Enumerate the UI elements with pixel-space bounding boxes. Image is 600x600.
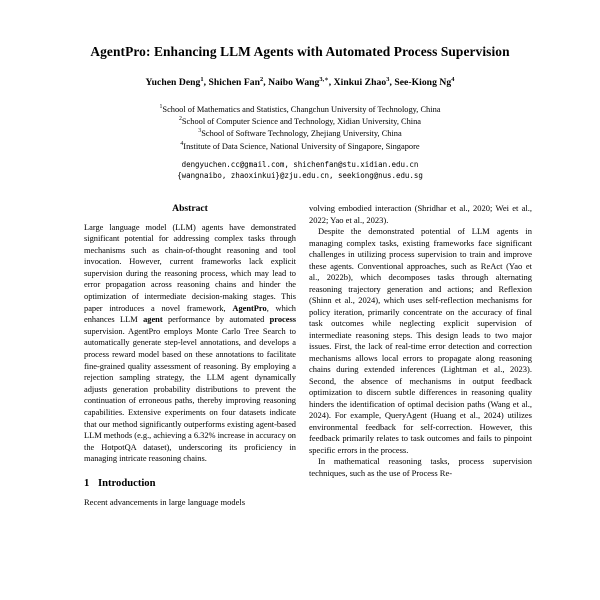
abstract-text: Large language model (LLM) agents have demonstrated significant potential for addressing complex tasks through mechanisms such as chain-of-thought reasoning and tool invocation. However, current frameworks lack explicit supervision during the reasoning process, which may lead to error propagation across reasoning chains and hinder the optimization of intermediate decision-making stages. This paper introduces a novel framework, AgentPro, which enhances LLM agent performance by automated process supervision. AgentPro employs Monte Carlo Tree Search to automatically generate step-level annotations, and develops a process reward model based on these annotations to facilitate fine-grained quality assessment of reasoning. By employing a rejection sampling strategy, the LLM agent dynamically adjusts generation probability distributions to prevent the continuation of erroneous paths, thereby improving reasoning capabilities. Extensive experiments on four datasets indicate that our method significantly outperforms existing agent-based LLM methods (e.g., achieving a 6.32% increase in accuracy on the HotpotQA dataset), underscoring its proficiency in managing intricate reasoning chains. bbox=[84, 222, 296, 464]
email-line: dengyuchen.cc@gmail.com, shichenfan@stu.xidian.edu.cn bbox=[181, 159, 419, 169]
affiliation-marker: 2 bbox=[178, 116, 182, 123]
introduction-first-paragraph: Recent advancements in large language models bbox=[84, 496, 246, 507]
body-paragraph: volving embodied interaction (Shridhar et al., 2020; Wei et al., 2022; Yao et al., 2023). bbox=[309, 203, 532, 225]
section-title: Introduction bbox=[98, 477, 156, 489]
affiliation-item bbox=[62, 116, 538, 128]
section-number: 1 bbox=[84, 477, 90, 489]
paper-masthead bbox=[0, 0, 600, 182]
author-list: Yuchen Deng$^1$, Shichen Fan$^2$, Naibo Wang$^{3,∗}$, Xinkui Zhao$^3$, See-Kiong Ng$^4$ bbox=[145, 75, 455, 88]
affiliation-marker: 4 bbox=[180, 140, 184, 147]
right-column bbox=[309, 203, 532, 479]
affiliation-text: School of Computer Science and Technology, Xidian University, China bbox=[181, 117, 422, 127]
affiliation-item bbox=[62, 128, 538, 140]
affiliation-item bbox=[62, 104, 538, 116]
affiliation-text: School of Software Technology, Zhejiang University, China bbox=[201, 129, 402, 139]
body-paragraph: In mathematical reasoning tasks, process supervision techniques, such as the use of Process Re- bbox=[309, 456, 532, 478]
affiliation-list bbox=[62, 89, 538, 152]
affiliation-item bbox=[62, 141, 538, 153]
body-paragraph: Despite the demonstrated potential of LLM agents in managing complex tasks, existing frameworks face significant challenges in utilizing process supervision to train and improve these agents. Conventional approaches, such as ReAct (Yao et al., 2022b), which decomposes tasks through alternating reasoning trajectory generation and actions; and Reflexion (Shinn et al., 2024), which uses self-reflection mechanisms for policy iteration, primarily concentrate on the accuracy of final task outcomes while neglecting explicit supervision of intermediate reasoning steps. This design leads to two major issues. First, the lack of real-time error detection and correction mechanisms allows local errors to propagate along reasoning chains during extended inferences (Lightman et al., 2023). Second, the absence of mechanisms in output feedback optimization to discern subtle differences in reasoning quality hinders the identification of optimal decision paths (Wang et al., 2024). For example, QueryAgent (Huang et al., 2024) utilizes environmental feedback for self-correction. However, this feedback primarily relates to task outcomes and fails to pinpoint specific errors in the process. bbox=[309, 226, 532, 455]
affiliation-marker: 1 bbox=[159, 104, 163, 111]
affiliation-marker: 3 bbox=[198, 128, 202, 135]
two-column-body bbox=[0, 203, 600, 600]
author-emails bbox=[62, 153, 538, 182]
affiliation-text: Institute of Data Science, National University of Singapore, Singapore bbox=[183, 141, 420, 151]
introduction-heading bbox=[84, 465, 296, 491]
affiliation-text: School of Mathematics and Statistics, Changchun University of Technology, China bbox=[162, 105, 441, 115]
email-line: {wangnaibo, zhaoxinkui}@zju.edu.cn, seekiong@nus.edu.sg bbox=[177, 171, 423, 181]
page-title: AgentPro: Enhancing LLM Agents with Automated Process Supervision bbox=[90, 44, 510, 59]
abstract-heading: Abstract bbox=[172, 203, 208, 214]
left-column bbox=[84, 203, 296, 508]
